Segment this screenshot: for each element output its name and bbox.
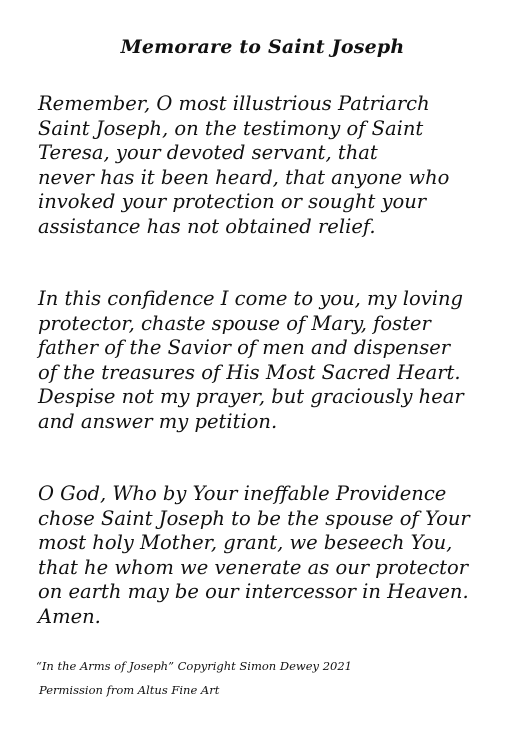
text-line: chose Saint Joseph to be the spouse of Your (38, 506, 470, 530)
permission-credit: Permission from Altus Fine Art (39, 683, 220, 697)
paragraph-2 (38, 287, 508, 434)
text-line: In this confidence I come to you, my loving (38, 287, 464, 310)
text-line: and answer my petition. (38, 409, 278, 433)
text-line: of the treasures of His Most Sacred Heart. (38, 360, 461, 384)
text-line: Teresa, your devoted servant, that (38, 141, 378, 164)
paragraph-3 (38, 482, 508, 629)
text-line: never has it been heard, that anyone who (38, 165, 450, 189)
text-line: most holy Mother, grant, we beseech You, (38, 531, 453, 554)
text-line: Amen. (38, 604, 101, 628)
text-line: protector, chaste spouse of Mary, foster (38, 311, 431, 335)
copyright-credit: “In the Arms of Joseph” Copyright Simon Dewey 2021 (36, 659, 352, 673)
page-title: Memorare to Saint Joseph (120, 36, 405, 58)
text-line: father of the Savior of men and dispenser (38, 336, 451, 359)
paragraph-1 (38, 92, 508, 239)
text-line: Saint Joseph, on the testimony of Saint (38, 116, 424, 140)
text-line: O God, Who by Your ineffable Providence (38, 482, 447, 505)
text-line: on earth may be our intercessor in Heaven. (38, 580, 469, 603)
text-line: Despise not my prayer, but graciously hear (38, 385, 464, 408)
text-line: invoked your protection or sought your (38, 190, 427, 213)
text-line: Remember, O most illustrious Patriarch (38, 92, 430, 115)
text-line: assistance has not obtained relief. (38, 214, 376, 238)
text-line: that he whom we venerate as our protector (38, 555, 469, 579)
